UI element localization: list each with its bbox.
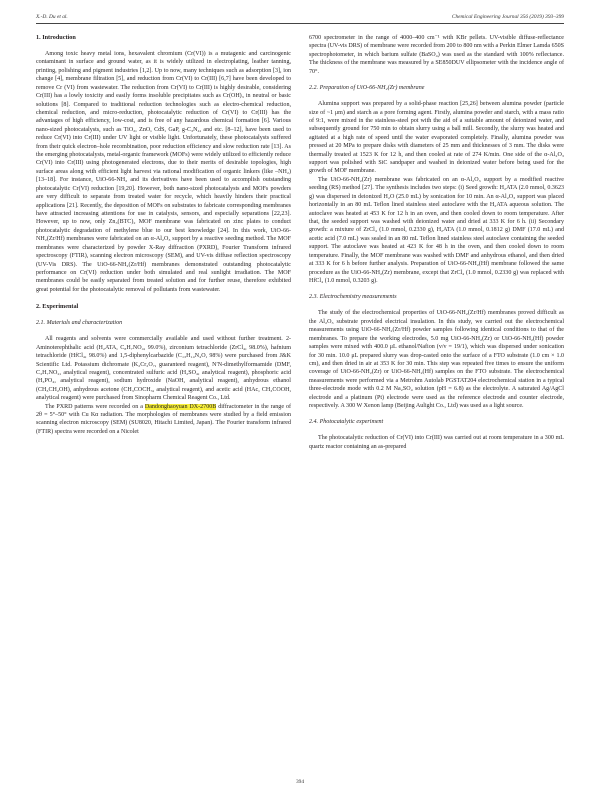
running-header-authors: X.-D. Du et al. (36, 14, 68, 20)
alumina-support-paragraph: Alumina support was prepared by a solid-phase reaction [25,26] between alumina powder (particle size of ~1 μm) and starch as a pore forming agent. Firstly, alumina powder and starch, with a mass ratio of 9:1, were mixed in the stainless-steel pot with the aid of a suitable amount of deionized water, and subsequently ground for 750 min to obtain slurry using a ball mill. Secondly, the slurry was heated and agitated at a high rate of speed until the water evaporated completely. Finally, alumina powder was pressed at 20 MPa to prepare disks with diameters of 25 mm and thicknesses of 3 mm. The disks were thermally treated at 1523 K for 12 h, and then cooled at rate of 274 K/min. One side of the α-Al₂O₃ support was polished with SiC sandpaper and washed in deionized water before being used for the growth of MOF membrane. (309, 101, 564, 175)
pxrd-paragraph (36, 403, 291, 437)
characterization-continued-paragraph: 6700 spectrometer in the range of 4000–400 cm⁻¹ with KBr pellets. UV-visible diffuse-reflectance spectra (UV-vis DRS) of membrane were recorded from 200 to 800 nm with a Perkin Elmer Lamda 650S spectrophotometer, in which barium sulfate (BaSO₄) was used as the standard with 100% reflectance. The thickness of the membrane was measured by a SE850DUV ellipsometer with the incidence angle of 70°. (309, 35, 564, 75)
materials-paragraph: All reagents and solvents were commercially available and used without further treatment. 2-Aminoterephthalic acid (H₂ATA, C₈H₇NO₄, 99.0%), zirconium tetrachloride (ZrCl₄, 98.0%), hafnium tetrachloride (HfCl₄, 98.0%) and 1,5-diphenylcarbazide (C₁₃H₁₄N₄O, 98%) were purchased from J&K Scientific Ltd. Potassium dichromate (K₂Cr₂O₇, guaranteed reagent), N′N-dimethylformamide (DMF, C₃H₇NO₂, analytical reagent), concentrated sulfuric acid (H₂SO₄, analytical reagent), phosphoric acid (H₃PO₄, analytical reagent), sodium hydroxide (NaOH, analytical reagent), anhydrous ethanol (CH₃CH₂OH), anhydrous acetone (CH₃COCH₃, analytical reagent), and acetic acid (HAc, CH₃COOH, analytical reagent) were purchased from Sinopharm Chemical Reagent Co., Ltd. (36, 336, 291, 402)
subsection-electrochemistry-title: 2.3. Electrochemistry measurements (309, 294, 397, 301)
introduction-paragraph: Among toxic heavy metal ions, hexavalent chromium (Cr(VI)) is a mutagenic and carcinogenic contaminant in surface and ground water, as it is widely utilized in electroplating, leather tanning, printing, polishing and pigment industries [1,2]. Up to now, many techniques such as adsorption [3], ion change [4], membrane filtration [5], and reduction from Cr(VI) to Cr(III) [6,7] have been developed to remove Cr (VI) from wastewater. The reduction from Cr(VI) to Cr(III) is highly desirable, considering Cr(III) has a lowly toxicity and easily forms insoluble precipitates such as Cr(OH)₃ in neutral or basic solutions [8]. Compared to traditional reduction technologies such as electro-chemical reduction, chemical reduction, and micro-reduction, photocatalytic reduction of Cr(VI) to Cr(III) has the advantages of high efficiency, low-cost, and is free of any hazardous chemical formation [6]. Various nano-sized photocatalysts, such as TiO₂, ZnO, CdS, GaP, g-C₃N₄, and etc. [8–12], have been used to reduce Cr(VI) into Cr(III) under UV light or visible light. Unfortunately, these photocatalysts suffered from their quick electron–hole recombination, poor reduction efficiency and slow reduction rate [13]. As the emerging photocatalysts, metal-organic framework (MOFs) were widely utilized to efficiently reduce Cr(VI) into Cr(III) using photogenerated electrons, due to their merits of desirable topologies, high surface areas along with efficient light harvest via rational modification of organic linkers (like –NH₂) [13–18]. For instance, UiO-66-NH₂ and its derivatives have been used to accomplish outstanding photocatalytic Cr(VI) reduction [19,20]. However, both nano-sized photocatalysts and MOFs powders are very difficult to separate from treated water for recycle, which heavily hinders their practical applications [21]. Recently, the deposition of MOFs on substrates to fabricate corresponding membranes have attracted increasing attentions for use in catalysis, sensors, and especially separations [22,23]. However, up to now, only Zn₃(BTC)₂ MOF membrane was fabricated on zinc plates to conduct photocatalytic degradation of methylene blue to our best knowledge [24]. In this work, UiO-66-NH₂(Zr/Hf) membranes were fabricated on an α-Al₂O₃ support by a reactive seeding method. The MOF membranes were characterized by powder X-Ray diffraction (PXRD), Fourier Transform infrared spectroscopy (FTIR), scanning electron microscopy (SEM), and UV-vis diffuse reflection spectroscopy (UV-Vis DRS). The UiO-66-NH₂(Zr/Hf) membranes demonstrated outstanding photocatalytic performance on Cr(VI) reduction under both simulated and real sunlight irradiation. The MOF membranes could be easily separated from treated solution and for further reuse, therefore exhibited great potential for the photocatalytic removal of pollutants from wastewater. (36, 51, 291, 293)
pxrd-text-before: The PXRD patterns were recorded on a (45, 403, 145, 410)
subsection-materials-title: 2.1. Materials and characterization (36, 320, 123, 327)
section-introduction-title: 1. Introduction (36, 34, 76, 41)
subsection-preparation-title: 2.2. Preparation of UiO-66-NH₂(Zr) membrane (309, 85, 425, 92)
electrochemistry-paragraph: The study of the electrochemical properties of UiO-66-NH₂(Zr/Hf) membranes proved difficult as the Al₂O₃ substrate provided electrical insulation. In this study, we carried out the electrochemical measurements using UiO-66-NH₂(Zr/Hf) powder samples following identical conditions to that of the membranes. To prepare the working electrodes, 5.0 mg UiO-66-NH₂(Zr) or UiO-66-NH₂(Hf) powder samples were mixed with 400.0 μL ethanol/Nafion (v/v = 19/1), which was dispersed under sonication for 30 min. 10.0 μL prepared slurry was drop-casted onto the surface of a FTO substrate (1.0 cm × 1.0 cm), and then dried in air at 353 K for 30 min. This step was repeated five times to ensure the uniform coverage of UiO-66-NH₂(Zr) or UiO-66-NH₂(Hf) samples on the FTO substrate. The electrochemical measurements were performed via a Metrohm Autolab PGSTAT204 electrochemical station in a typical three-electrode mode with 0.2 M Na₂SO₄ solution (pH = 6.8) as the electrolyte. A saturated Ag/AgCl electrode and a platinum (Pt) electrode were used as the reference electrode and counter electrode, respectively. A 300 W Xenon lamp (Beijing Aulight Co., Ltd) was used as a light source. (309, 310, 564, 410)
left-column (36, 34, 291, 436)
page-number: 394 (295, 779, 305, 785)
subsection-photocatalytic-title: 2.4. Photocatalytic experiment (309, 419, 384, 426)
highlighted-instrument-name: Dandonghaoyuan DX-2700B (144, 403, 217, 410)
section-experimental-title: 2. Experimental (36, 303, 79, 311)
header-rule (36, 23, 564, 24)
pxrd-text-after: diffractometer in the range of 2θ = 5°–50° with Cu Kα radiation. The morphologies of membranes were studied by a field emission scanning electron microscopy (SEM) (SU8020, Hitachi Limited, Japan). The Fourier transform infrared (FTIR) spectra were recorded on a Nicolet (36, 403, 291, 435)
membrane-fabrication-paragraph: The UiO-66-NH₂(Zr) membrane was fabricated on an α-Al₂O₃ support by a modified reactive seeding (RS) method [27]. The synthesis includes two steps: (i) Seed growth: H₂ATA (2.0 mmol, 0.3623 g) was dispersed in deionized H₂O (25.0 mL) by sonication for 10 min. An α-Al₂O₃ support was placed horizontally in an 80 mL Teflon lined stainless steel autoclave with the H₂ATA aqueous solution. The autoclave was heated at 453 K for 12 h in an oven, and then cooled down to room temperature. After that, the seeded support was washed with deionized water and dried at 333 K for 6 h. (ii) Secondary growth: a mixture of ZrCl₄ (1.0 mmol, 0.2330 g), H₂ATA (1.0 mmol, 0.1812 g) DMF (17.0 mL) and acetic acid (7.0 mL) was sealed in an 80 mL Teflon lined stainless steel autoclave containing the seeded support. The autoclave was heated at 423 K for 48 h in the oven, and then cooled down to room temperature. Finally, the MOF membrane was washed with DMF and anhydrous ethanol, and then dried at 333 K for 6 h before further analysis. Preparation of UiO-66-NH₂(Hf) membrane followed the same procedure as the UiO-66-NH₂(Zr) membrane, except that ZrCl₄ (1.0 mmol, 0.2330 g) was replaced with HfCl₄ (1.0 mmol, 0.3203 g). (309, 176, 564, 284)
right-column (309, 34, 564, 451)
photocatalytic-paragraph: The photocatalytic reduction of Cr(VI) into Cr(III) was carried out at room temperature in a 300 mL quartz reactor containing an as-prepared (309, 435, 564, 450)
running-header-journal: Chemical Engineering Journal 356 (2019) 393–399 (451, 14, 564, 20)
